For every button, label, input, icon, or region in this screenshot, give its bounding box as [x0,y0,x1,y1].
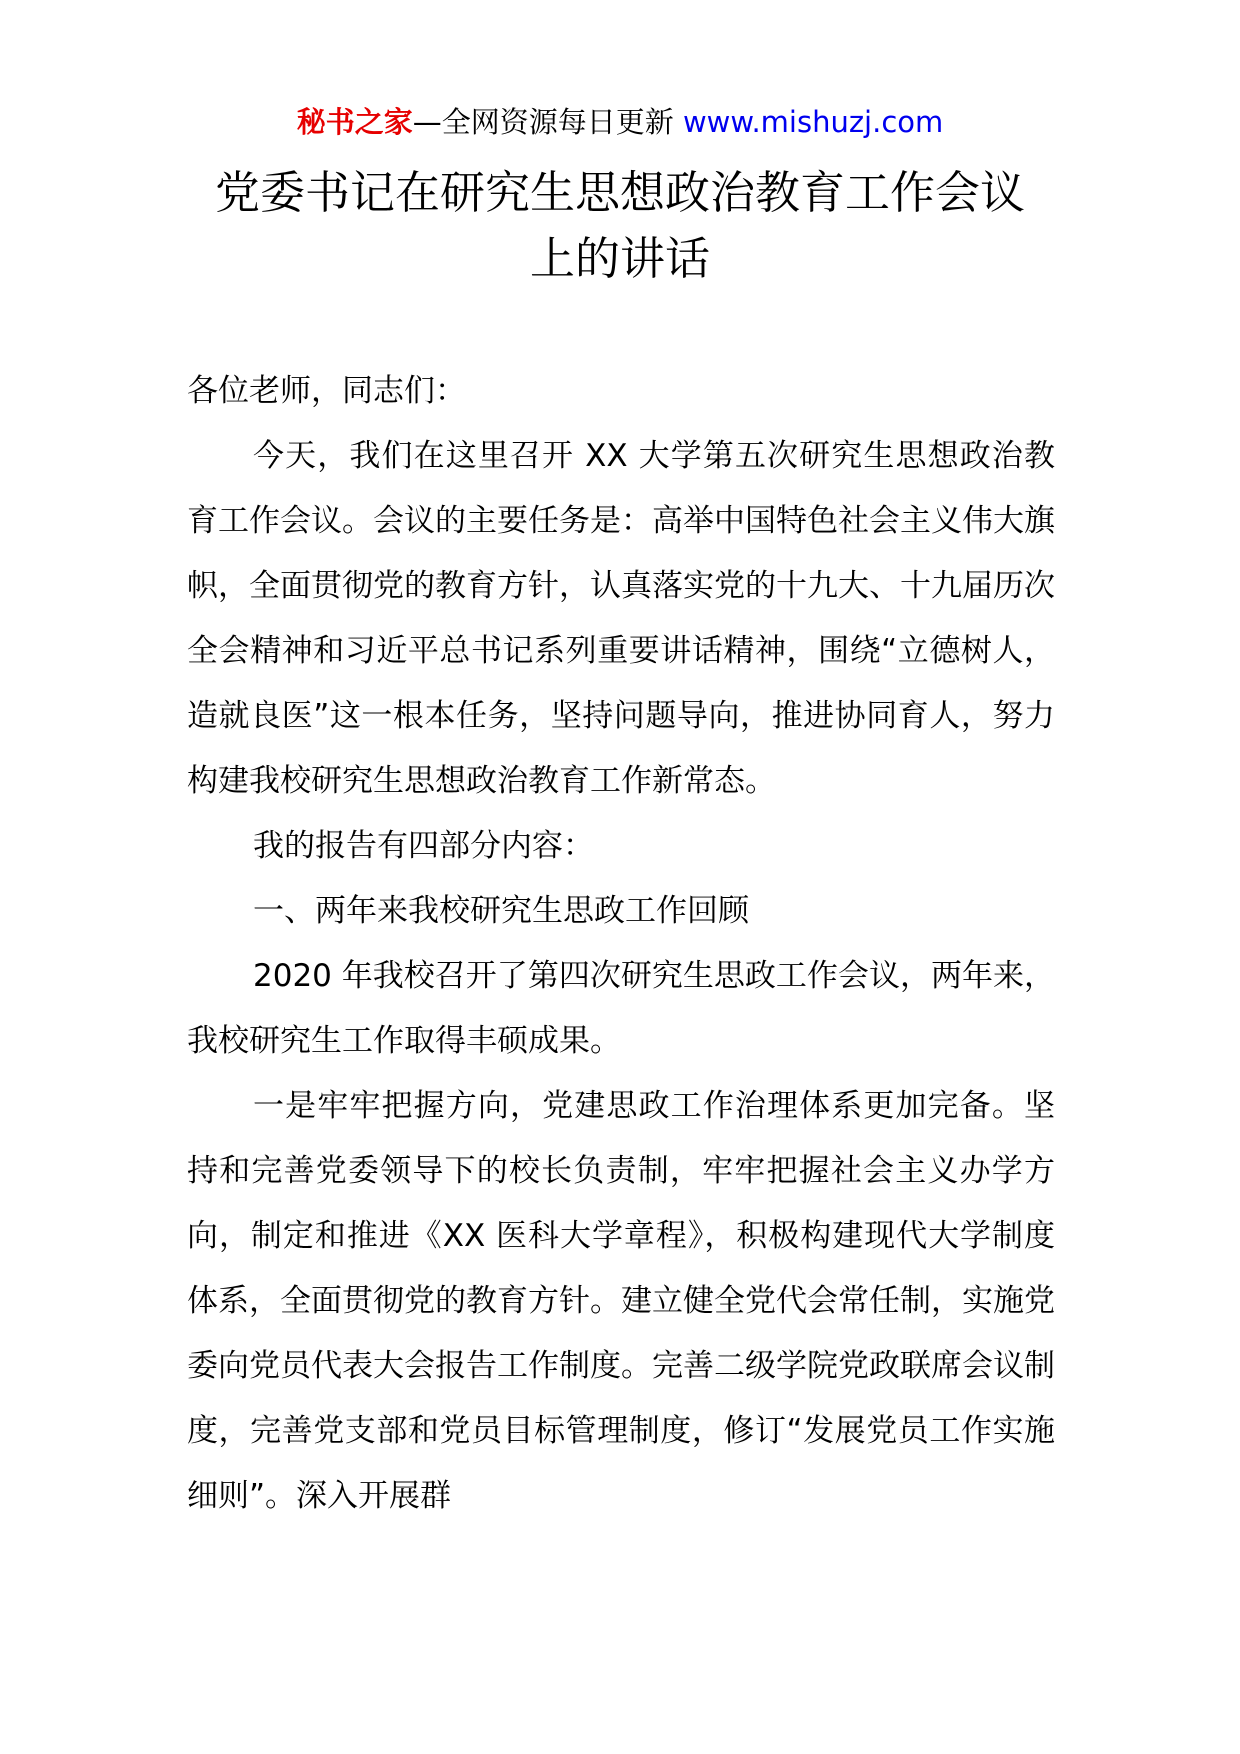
title-line-1: 党委书记在研究生思想政治教育工作会议 [214,166,1025,219]
salutation: 各位老师，同志们： [187,373,466,409]
banner-url[interactable]: www.mishuzj.com [682,105,944,139]
paragraph-point-1: 一是牢牢把握方向，党建思政工作治理体系更加完备。坚持和完善党委领导下的校长负责制，牢牢把握社会主义办学方向，制定和推进《XX 医科大学章程》，积极构建现代大学制度体系，全面贯彻党的教育方针。建立健全党代会常任制，实施党委向党员代表大会报告工作制度。完善二级学院党政联席会议制度，完善党支部和党员目标管理制度，修订“发展党员工作实施细则”。深入开展群 [187,1088,1055,1514]
brand-name: 秘书之家 [296,105,413,139]
paragraph-outline: 我的报告有四部分内容： [253,828,594,864]
document-body [187,359,1055,1529]
document-title [0,160,1240,292]
paragraph-review: 2020 年我校召开了第四次研究生思政工作会议，两年来，我校研究生工作取得丰硕成果。 [187,958,1055,1059]
title-line-2: 上的讲话 [529,232,710,285]
section-heading-1: 一、两年来我校研究生思政工作回顾 [253,893,749,929]
watermark-banner [0,102,1240,142]
banner-slogan: —全网资源每日更新 [412,105,674,139]
paragraph-intro: 今天，我们在这里召开 XX 大学第五次研究生思想政治教育工作会议。会议的主要任务是：高举中国特色社会主义伟大旗帜，全面贯彻党的教育方针，认真落实党的十九大、十九届历次全会精神和习近平总书记系列重要讲话精神，围绕“立德树人，造就良医”这一根本任务，坚持问题导向，推进协同育人，努力构建我校研究生思想政治教育工作新常态。 [187,438,1055,799]
